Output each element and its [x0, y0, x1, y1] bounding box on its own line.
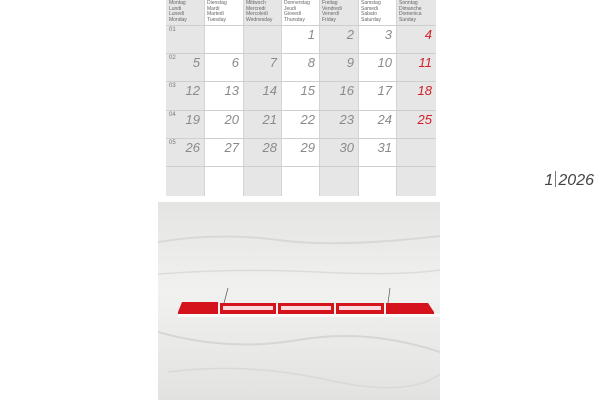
day-number: 18: [417, 83, 432, 98]
day-number: 12: [185, 83, 200, 98]
month-number: 1: [544, 172, 554, 189]
track-bed: [178, 314, 440, 317]
day-number: 13: [224, 83, 239, 98]
day-number: 30: [339, 140, 354, 155]
locomotive: [178, 302, 218, 314]
month-year-label: [545, 171, 595, 190]
weekday-header: Sonntag Dimanche Domenica Sunday: [399, 0, 422, 23]
day-number: 29: [300, 140, 315, 155]
day-number: 20: [224, 112, 239, 127]
window-band: [281, 306, 331, 310]
snow-field: [158, 202, 440, 400]
window-band: [339, 306, 381, 310]
week-number: 03: [169, 83, 176, 89]
day-number: 31: [377, 140, 392, 155]
row-divider: [166, 166, 436, 167]
day-number: 24: [377, 112, 392, 127]
day-number: 14: [262, 83, 277, 98]
calendar-photo: [158, 202, 440, 400]
day-number: 26: [185, 140, 200, 155]
day-number: 28: [262, 140, 277, 155]
calendar-grid: [166, 0, 436, 196]
month-separator: [555, 171, 556, 187]
row-divider: [166, 53, 436, 54]
weekday-header: Donnerstag Jeudi Giovedì Thursday: [284, 0, 310, 23]
day-number: 19: [185, 112, 200, 127]
day-number: 5: [192, 55, 200, 70]
day-number: 17: [377, 83, 392, 98]
day-number: 16: [339, 83, 354, 98]
window-band: [223, 306, 273, 310]
weekday-header: Dienstag Mardi Martedì Tuesday: [207, 0, 227, 23]
weekday-header: Samstag Samedi Sabato Saturday: [361, 0, 382, 23]
day-number: 2: [346, 27, 354, 42]
day-number: 1: [307, 27, 315, 42]
row-divider: [166, 81, 436, 82]
day-number: 9: [346, 55, 354, 70]
day-number: 11: [418, 55, 432, 70]
snow-train-image: [158, 202, 440, 400]
day-number: 25: [417, 112, 432, 127]
weekday-header: Freitag Vendredi Venerdì Friday: [322, 0, 342, 23]
day-number: 15: [300, 83, 315, 98]
day-number: 6: [231, 55, 239, 70]
day-number: 8: [307, 55, 315, 70]
day-number: 4: [424, 27, 432, 42]
day-number: 23: [339, 112, 354, 127]
week-number: 04: [169, 112, 176, 118]
row-divider: [166, 25, 436, 26]
row-divider: [166, 138, 436, 139]
day-number: 27: [224, 140, 239, 155]
day-number: 10: [377, 55, 392, 70]
year-number: 2026: [558, 172, 594, 189]
week-number: 01: [169, 27, 176, 33]
day-number: 3: [384, 27, 392, 42]
week-number: 02: [169, 55, 176, 61]
day-number: 22: [300, 112, 315, 127]
week-number: 05: [169, 140, 176, 146]
row-divider: [166, 110, 436, 111]
day-number: 21: [262, 112, 277, 127]
weekday-header: Montag Lundi Lunedì Monday: [169, 0, 187, 23]
weekday-header: Mittwoch Mercredi Mercoledì Wednesday: [246, 0, 273, 23]
locomotive: [386, 303, 434, 314]
day-number: 7: [269, 55, 277, 70]
